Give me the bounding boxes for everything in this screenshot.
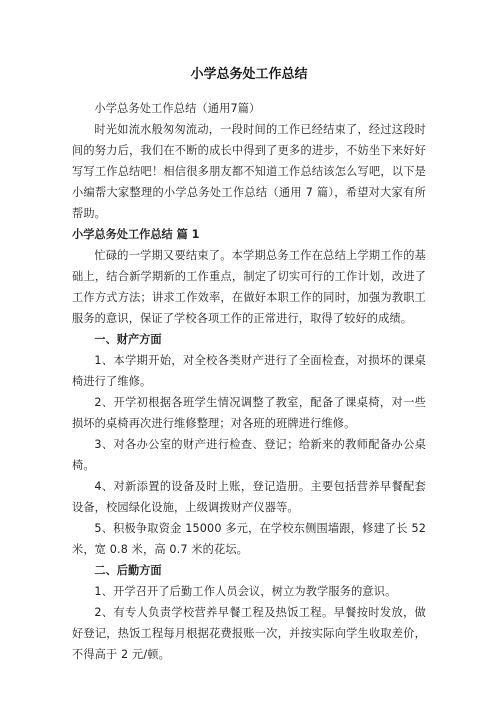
part-heading-property: 一、财产方面 xyxy=(94,333,162,346)
logistics-item-2: 2、有专人负责学校营养早餐工程及热饭工程。早餐按时发放，做好登记，热饭工程每月根据花费报账一次，并按实际向学生收取差价，不得高于 2 元/顿。 xyxy=(72,606,426,661)
section-heading-1: 小学总务处工作总结 篇 1 xyxy=(72,228,200,241)
property-item-2: 2、开学初根据各班学生情况调整了教室，配备了课桌椅，对一些损坏的桌椅再次进行维修整理；对各班的班牌进行维修。 xyxy=(72,396,426,430)
property-item-5: 5、积极争取资金 15000 多元，在学校东侧围墙跟，修建了长 52 米，宽 0.8 米，高 0.7 米的花坛。 xyxy=(72,522,426,556)
property-item-1: 1、本学期开始，对全校各类财产进行了全面检查，对损坏的课桌椅进行了维修。 xyxy=(72,354,426,388)
logistics-item-1: 1、开学召开了后勤工作人员会议，树立为教学服务的意识。 xyxy=(94,585,397,598)
part-heading-logistics: 二、后勤方面 xyxy=(94,564,162,577)
document-title: 小学总务处工作总结 xyxy=(190,67,308,82)
section-1-intro: 忙碌的一学期又要结束了。本学期总务工作在总结上学期工作的基础上，结合新学期新的工作重点，制定了切实可行的工作计划，改进了工作方式方法；讲求工作效率，在做好本职工作的同时，加强为教职工服务的意识，保证了学校各项工作的正常进行，取得了较好的成绩。 xyxy=(72,249,426,325)
property-item-3: 3、对各办公室的财产进行检查、登记；给新来的教师配备办公桌椅。 xyxy=(72,438,426,472)
property-item-4: 4、对新添置的设备及时上账，登记造册。主要包括营养早餐配套设备，校园绿化设施，上级调拨财产仪器等。 xyxy=(72,480,426,514)
intro-subtitle: 小学总务处工作总结（通用7篇） xyxy=(94,102,261,115)
intro-paragraph: 时光如流水般匆匆流动，一段时间的工作已经结束了，经过这段时间的努力后，我们在不断的成长中得到了更多的进步，不妨坐下来好好写写工作总结吧！相信很多朋友都不知道工作总结该怎么写吧，以下是小编帮大家整理的小学总务处工作总结（通用 7 篇），希望对大家有所帮助。 xyxy=(72,123,426,220)
